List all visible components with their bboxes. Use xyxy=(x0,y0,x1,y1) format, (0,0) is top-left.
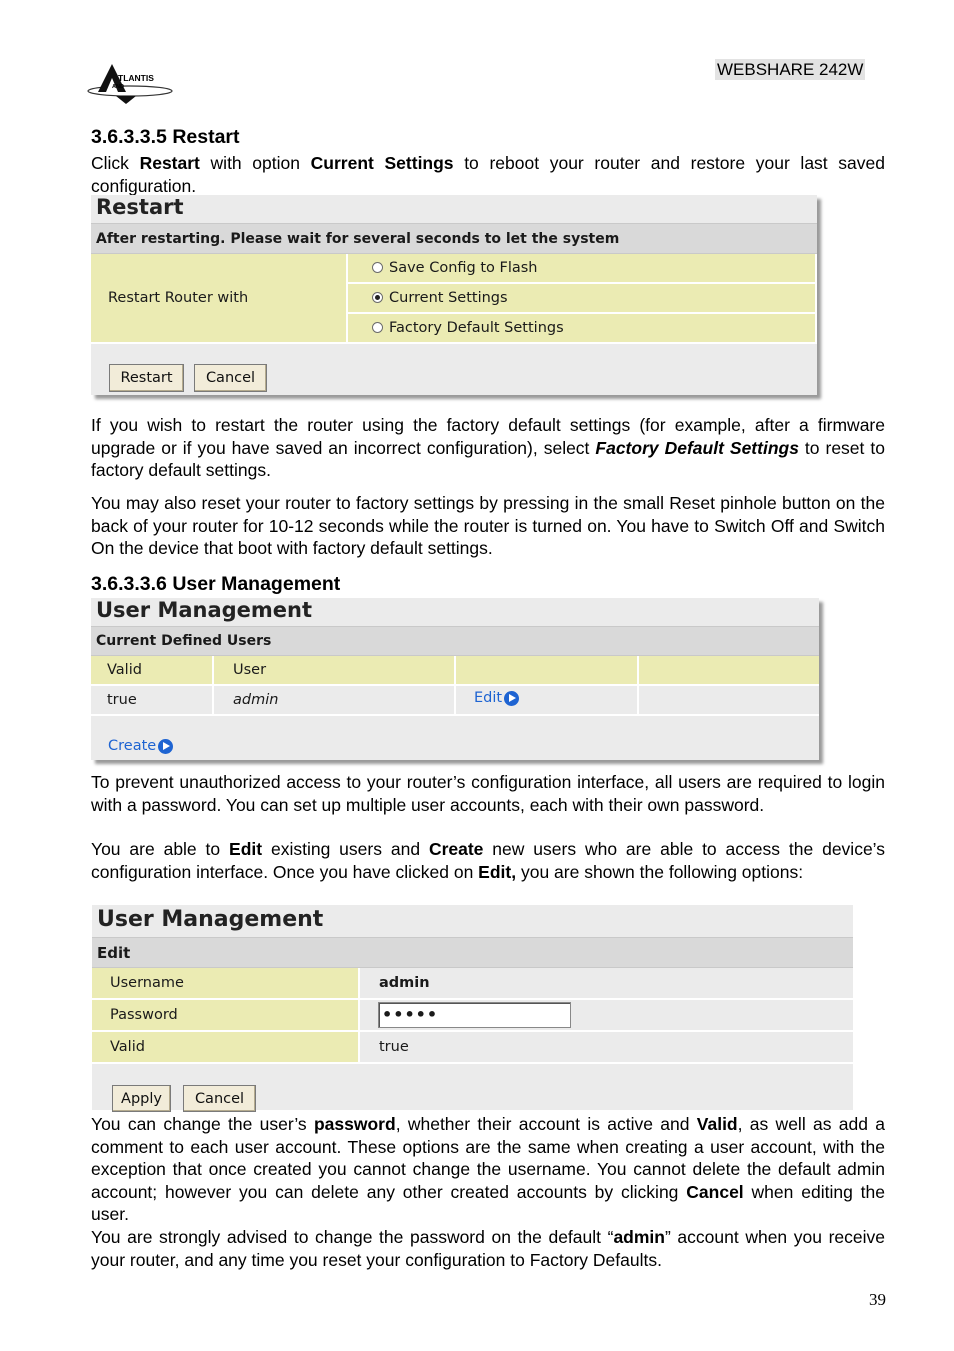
edit-create-paragraph xyxy=(91,838,885,883)
text-run: to reset to factory default settings. xyxy=(91,437,885,480)
bold-text: Edit xyxy=(229,839,263,859)
password-label: Password xyxy=(92,1000,360,1032)
logo-lettering: TLANTIS xyxy=(118,73,154,83)
radio-icon[interactable] xyxy=(372,322,383,333)
bold-text: Factory Default Settings xyxy=(595,437,799,458)
radio-selected-icon[interactable] xyxy=(372,292,383,303)
user-access-paragraph: To prevent unauthorized access to your router’s configuration interface, all users are required to login with a password. You can set up multiple user accounts, each with their own password. xyxy=(91,772,885,815)
column-valid-header: Valid xyxy=(91,656,214,686)
page-number: 39 xyxy=(869,1290,886,1309)
table-row-edit xyxy=(456,686,639,716)
bold-text: Valid xyxy=(696,1114,738,1134)
bold-text: Restart xyxy=(139,153,200,173)
text-run: ” account when you receive your router, and any time you reset your configuration to Factory Defaults. xyxy=(91,1227,885,1270)
restart-intro xyxy=(91,152,885,197)
column-empty-header xyxy=(456,656,639,686)
option-factory-default[interactable] xyxy=(348,314,817,344)
create-link[interactable] xyxy=(108,738,173,754)
brand-logo xyxy=(86,58,184,104)
bold-text: Cancel xyxy=(686,1181,744,1202)
edit-user-panel xyxy=(92,905,853,1110)
restart-panel-title: Restart xyxy=(96,195,184,219)
radio-icon[interactable] xyxy=(372,262,383,273)
create-link-row xyxy=(108,738,173,754)
text-run: , as well as add a comment to each user account. These options are the same when creating a user account, with the exception that once created you cannot change the username. You cannot delete the default admin account; however you can delete any other created accounts by clicking xyxy=(91,1114,886,1202)
valid-value: true xyxy=(360,1032,853,1064)
edit-link-label[interactable]: Edit xyxy=(474,690,503,706)
edit-link[interactable] xyxy=(474,690,519,706)
edit-bar: Edit xyxy=(92,937,853,968)
text-run: Click xyxy=(91,153,140,173)
username-value: admin xyxy=(360,968,853,1000)
table-row-valid: true xyxy=(91,686,214,716)
pinhole-reset-paragraph: You may also reset your router to factory settings by pressing in the small Reset pinhole button on the back of your router for 10-12 seconds while the router is turned on. You have to Switch Off and Switch On the device that boot with factory default settings. xyxy=(91,493,885,558)
text-run: when editing the user. xyxy=(91,1181,885,1224)
option-label: Save Config to Flash xyxy=(389,260,538,276)
option-current-settings[interactable] xyxy=(348,284,817,314)
password-cell xyxy=(360,1000,853,1032)
apply-button[interactable]: Apply xyxy=(112,1085,171,1112)
text-run: with option xyxy=(199,153,311,173)
valid-label: Valid xyxy=(92,1032,360,1064)
current-users-bar: Current Defined Users xyxy=(91,626,819,656)
text-run: You are strongly advised to change the password on the default “ xyxy=(91,1227,614,1247)
restart-notice-bar: After restarting. Please wait for several seconds to let the system xyxy=(91,223,817,254)
product-title: WEBSHARE 242W xyxy=(717,60,864,79)
bold-text: Current Settings xyxy=(310,153,454,173)
user-list-panel xyxy=(91,598,819,760)
bold-text: admin xyxy=(613,1227,665,1247)
password-input[interactable]: ••••• xyxy=(378,1002,571,1028)
restart-heading: 3.6.3.3.5 Restart xyxy=(91,126,240,148)
bold-text: Create xyxy=(428,839,484,859)
edit-panel-title: User Management xyxy=(97,907,324,932)
table-row-user: admin xyxy=(214,686,456,716)
text-run: new users who are able to access the device’s configuration interface. Once you have clicked on xyxy=(91,839,886,882)
restart-row-label: Restart Router with xyxy=(91,254,348,344)
column-empty-header xyxy=(639,656,819,686)
text-run: existing users and xyxy=(262,839,429,859)
text-run: You can change the user’s xyxy=(91,1114,314,1134)
password-valid-paragraph xyxy=(91,1113,885,1226)
svg-text:AND: AND xyxy=(112,84,124,90)
restart-button[interactable]: Restart xyxy=(109,364,184,392)
column-user-header: User xyxy=(214,656,456,686)
table-row-empty xyxy=(639,686,819,716)
arrow-right-icon[interactable] xyxy=(504,691,519,706)
cancel-button[interactable]: Cancel xyxy=(183,1085,256,1112)
atlantis-logo-icon xyxy=(86,58,184,104)
option-save-config[interactable] xyxy=(348,254,817,284)
admin-advice-paragraph xyxy=(91,1226,885,1271)
text-run: You are able to xyxy=(91,839,230,859)
option-label: Factory Default Settings xyxy=(389,320,564,336)
arrow-right-icon[interactable] xyxy=(158,739,173,754)
bold-text: Edit, xyxy=(478,861,517,882)
user-panel-title: User Management xyxy=(96,598,313,622)
create-link-label[interactable]: Create xyxy=(108,738,157,754)
text-run: If you wish to restart the router using the factory default settings (for example, after a firmware upgrade or if you have saved an incorrect configuration), select xyxy=(91,415,885,458)
bold-text: password xyxy=(313,1114,396,1134)
text-run: you are shown the following options: xyxy=(516,861,804,882)
cancel-button[interactable]: Cancel xyxy=(194,364,267,392)
factory-reset-paragraph xyxy=(91,414,885,482)
username-label: Username xyxy=(92,968,360,1000)
restart-panel xyxy=(91,195,817,395)
text-run: to reboot your router and restore your last saved configuration. xyxy=(91,153,886,196)
option-label: Current Settings xyxy=(389,290,508,306)
text-run: , whether their account is active and xyxy=(395,1114,697,1134)
user-management-heading: 3.6.3.3.6 User Management xyxy=(91,573,341,595)
